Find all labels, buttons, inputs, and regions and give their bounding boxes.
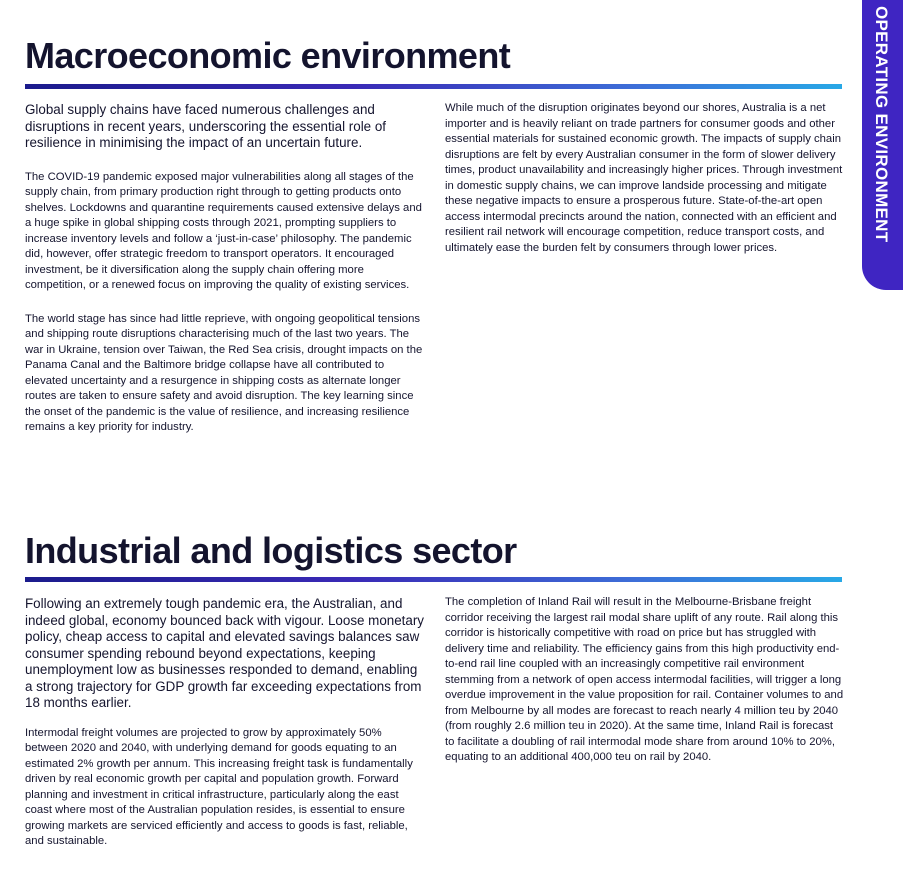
side-tab-label: OPERATING ENVIRONMENT — [872, 6, 891, 243]
section1-right-column — [445, 101, 845, 256]
section-divider — [25, 577, 842, 582]
section1-lead-paragraph: Global supply chains have faced numerous challenges and disruptions in recent years, underscoring the essential role of resilience in minimising the impact of an uncertain future. — [25, 102, 386, 150]
section1-paragraph: The world stage has since had little reprieve, with ongoing geopolitical tensions and shipping route disruptions characterising much of the last two years. The war in Ukraine, tension over Taiwan, the Red Sea crisis, drought impacts on the Panama Canal and the Baltimore bridge collapse have all contributed to elevated uncertainty and a resurgence in shipping costs as alternate longer routes are taken to ensure safety and avoid disruption. The key learning since the onset of the pandemic is the value of resilience, and increasing resilience remains a key priority for industry. — [25, 312, 423, 433]
section2-paragraph: The completion of Inland Rail will result in the Melbourne-Brisbane freight corridor receiving the largest rail modal share uplift of any route. Rail along this corridor is historically competitive with road on price but has struggled with delivery time and reliability. The efficiency gains from this high productivity end-to-end rail line coupled with an increasingly competitive rail environment stemming from a network of open access intermodal facilities, will trigger a long overdue improvement in the value proposition for rail. Container volumes to and from Melbourne by all modes are forecast to reach nearly 4 million teu by 2040 (from roughly 2.6 million teu in 2020). At the same time, Inland Rail is forecast to facilitate a doubling of rail intermodal mode share from around 10% to 20%, equating to an additional 400,000 teu on rail by 2040. — [445, 596, 844, 763]
section1-left-column — [25, 102, 425, 436]
section-divider — [25, 84, 842, 89]
section2-left-column — [25, 596, 425, 850]
section2-right-column — [445, 595, 845, 766]
side-section-tab — [862, 0, 903, 290]
section2-lead-paragraph: Following an extremely tough pandemic era, the Australian, and indeed global, economy bounced back with vigour. Loose monetary policy, cheap access to capital and elevated savings balances saw consumer spending rebound beyond expectations, keeping unemployment low as businesses responded to demand, enabling a strong trajectory for GDP growth far exceeding expectations from 18 months earlier. — [25, 596, 424, 710]
section-title-macroeconomic: Macroeconomic environment — [25, 35, 511, 76]
section1-paragraph: The COVID-19 pandemic exposed major vulnerabilities along all stages of the supply chain, from primary production right through to getting products onto shelves. Lockdowns and quarantine requirements caused extensive delays and a huge spike in global shipping costs through 2021, prompting suppliers to increase inventory levels and follow a ‘just-in-case’ philosophy. The pandemic did, however, offer strategic freedom to transport operators. It encouraged investment, be it diversification along the supply chain offering more competition, or a renewed focus on improving the quality of existing services. — [25, 170, 422, 291]
section1-paragraph: While much of the disruption originates beyond our shores, Australia is a net importer and is heavily reliant on trade partners for consumer goods and other essential materials for sustained economic growth. The impacts of supply chain disruptions are felt by every Australian consumer in the form of slower delivery times, product unavailability and increasingly higher prices. Through investment in domestic supply chains, we can improve landside processing and mitigate these negative impacts to ensure a prosperous future. State-of-the-art open access intermodal precincts around the nation, connected with an efficient and resilient rail network will encourage competition, reduce transport costs, and ultimately ease the burden felt by consumers through lower prices. — [445, 102, 843, 254]
section2-paragraph: Intermodal freight volumes are projected to grow by approximately 50% between 2020 and 2040, with underlying demand for goods equating to an estimated 2% growth per annum. This increasing freight task is fundamentally driven by real economic growth per capital and population growth. Forward planning and investment in critical infrastructure, particularly along the east coast where most of the Australian population resides, is essential to ensure growing markets are serviced efficiently and access to goods is fast, reliable, and sustainable. — [25, 726, 413, 847]
section-title-industrial: Industrial and logistics sector — [25, 530, 517, 571]
